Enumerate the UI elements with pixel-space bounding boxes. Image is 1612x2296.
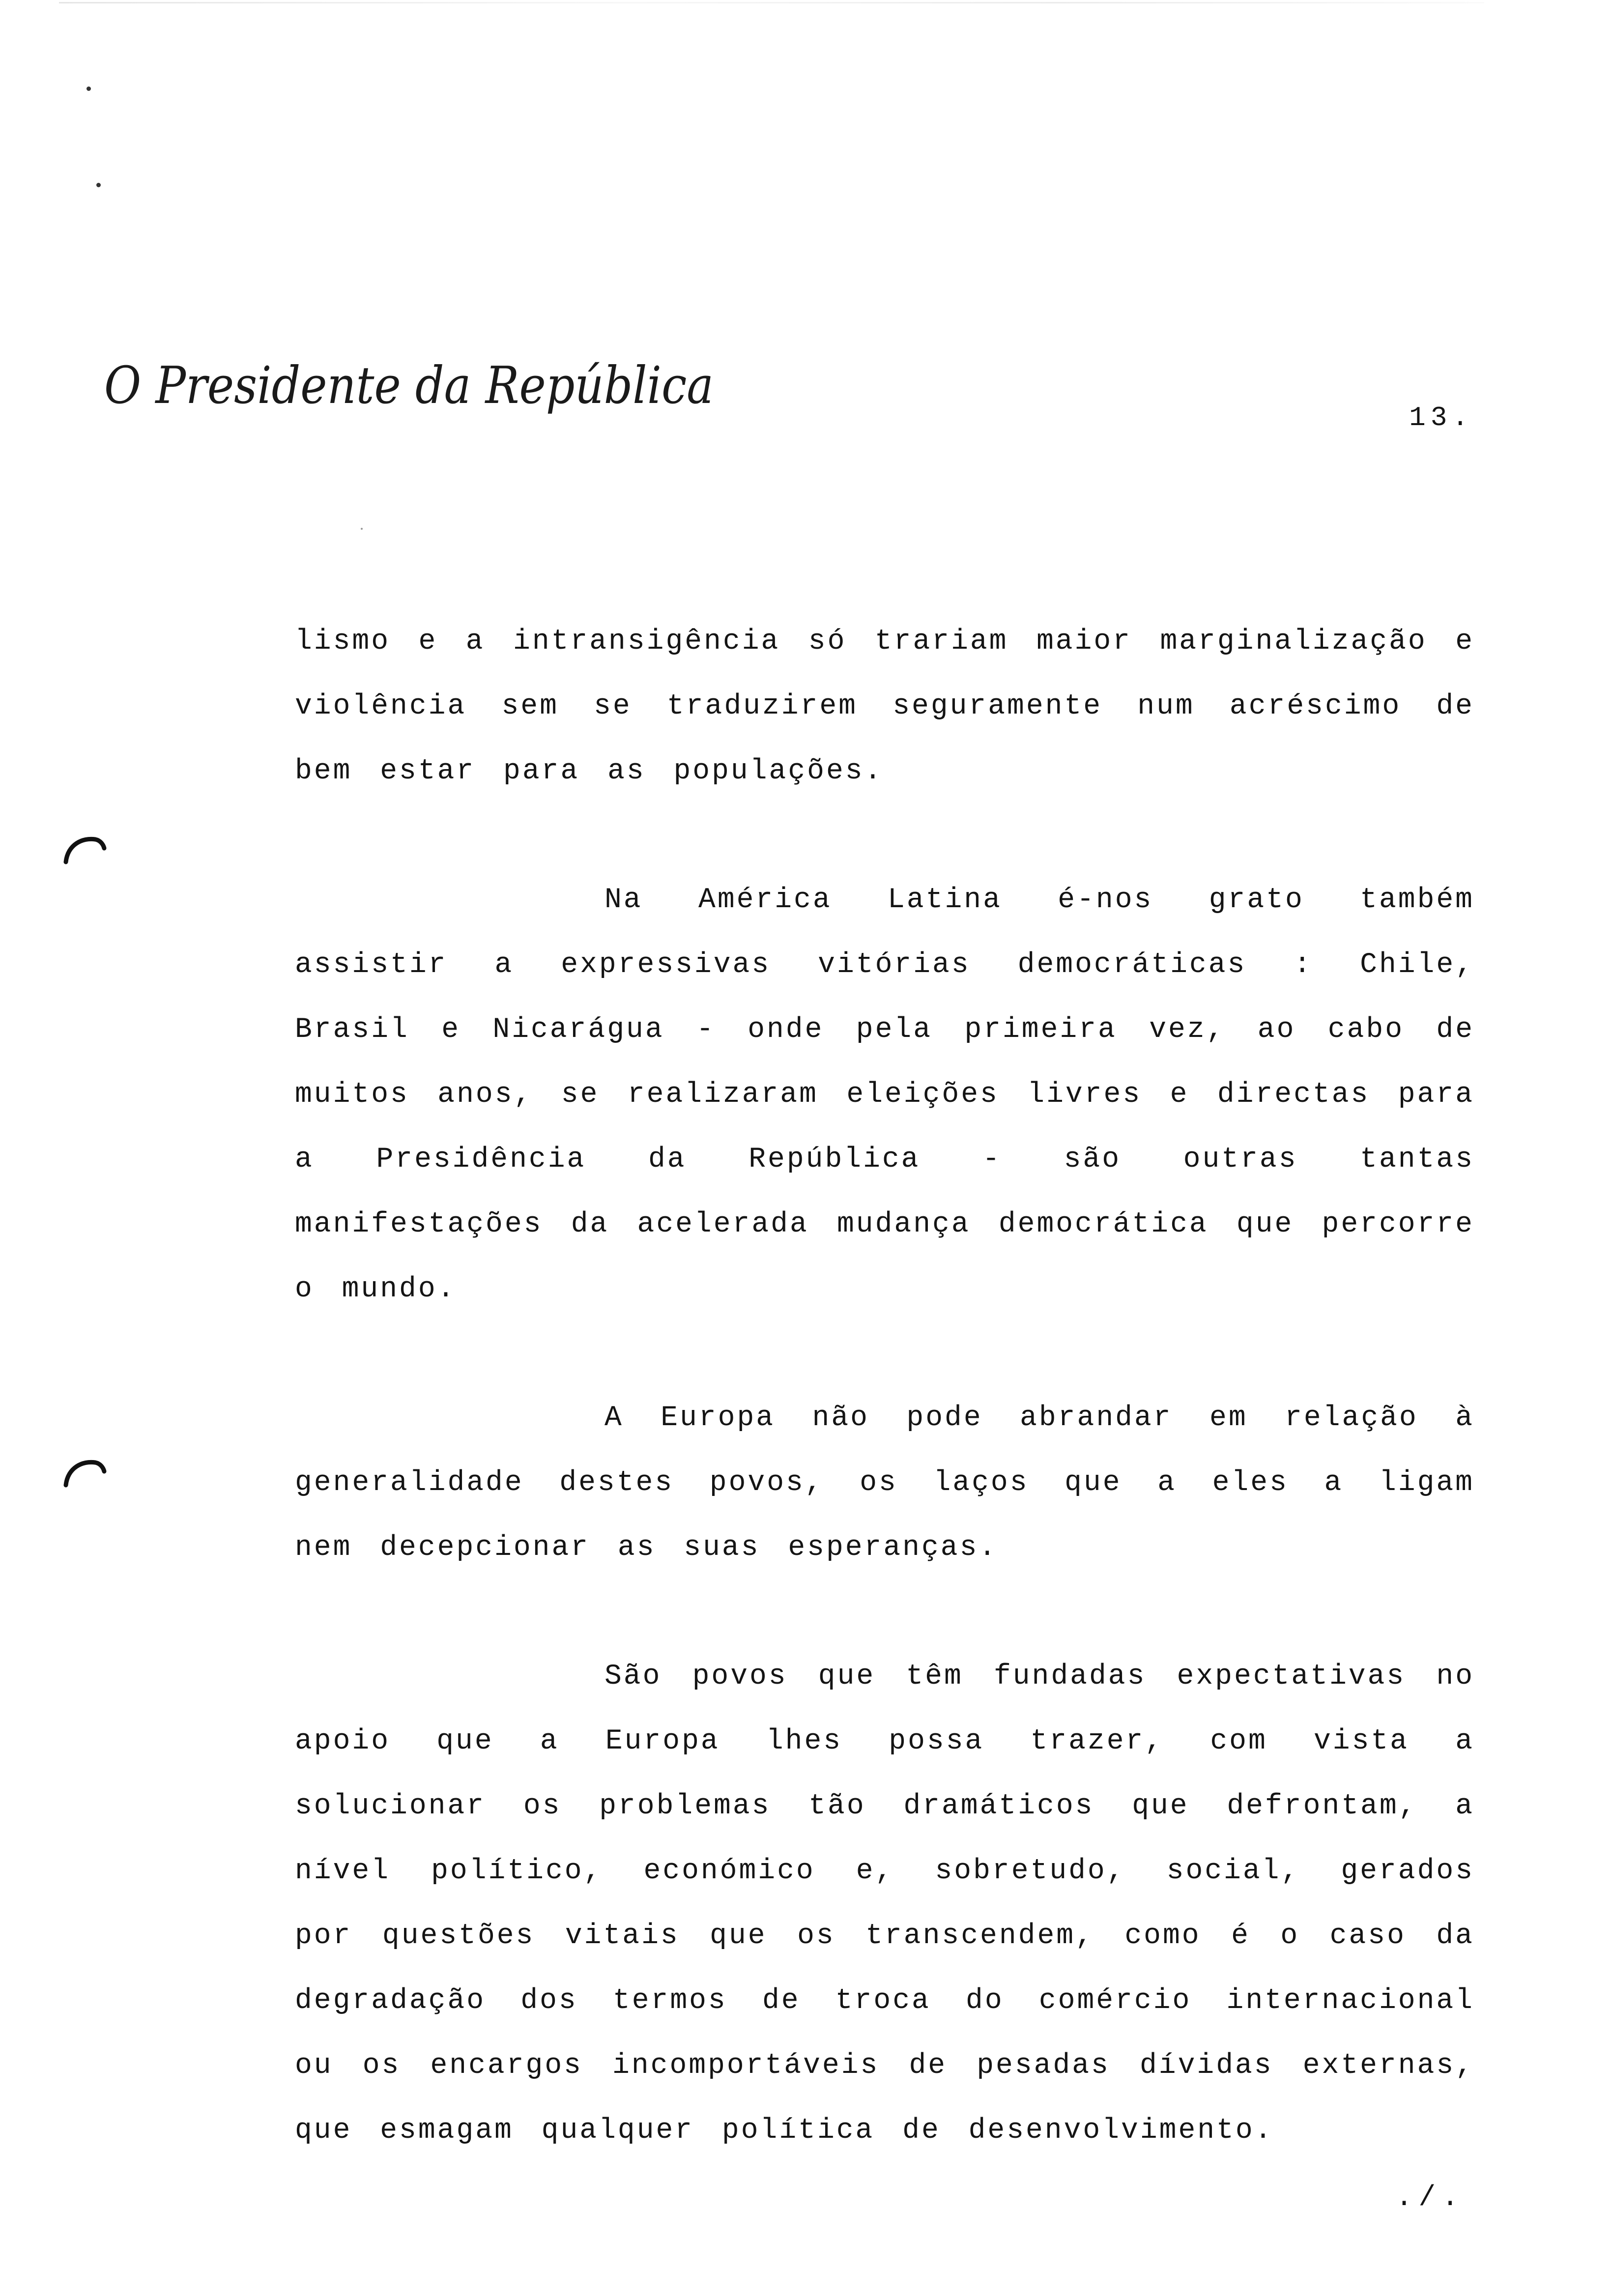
letterhead-title: O Presidente da República: [104, 355, 714, 415]
paragraph-4: São povos que têm fundadas expectativas no apoio que a Europa lhes possa trazer, com vista a solucionar os problemas tão dramáticos que defrontam, a nível político, económico e, sobretudo, social, gerados por questões vitais que os transcendem, como é o caso da degradação dos termos de troca do comércio internacional ou os encargos incomportáveis de pesadas dívidas externas, que esmagam qualquer política de desenvolvimento.: [295, 1661, 1474, 2147]
paragraph-2: Na América Latina é-nos grato também assistir a expressivas vitórias democráticas : Chile, Brasil e Nicarágua - onde pela primeira vez, ao cabo de muitos anos, se realizaram eleições livres e directas para a Presidência da República - são outras tantas manifestações da acelerada mudança democrática que percorre o mundo.: [295, 884, 1474, 1305]
scan-speck: [361, 528, 363, 530]
punch-hole-mark: [63, 834, 107, 864]
scan-edge-artifact: [59, 2, 1484, 3]
page-number: 13.: [1409, 402, 1473, 433]
punch-hole-mark: [63, 1458, 107, 1487]
letterhead-script-drawing: [104, 344, 719, 432]
continuation-mark: ./.: [1395, 2182, 1465, 2214]
scan-speck: [86, 86, 91, 91]
letterhead-script: [104, 344, 719, 432]
paragraph-1: lismo e a intransigência só trariam maior marginalização e violência sem se traduzirem seguramente num acréscimo de bem estar para as populações.: [295, 626, 1474, 787]
body-text: [295, 609, 1474, 2163]
scan-speck: [96, 183, 101, 187]
paragraph-3: A Europa não pode abrandar em relação à generalidade destes povos, os laços que a eles a ligam nem decepcionar as suas esperanças.: [295, 1402, 1474, 1564]
